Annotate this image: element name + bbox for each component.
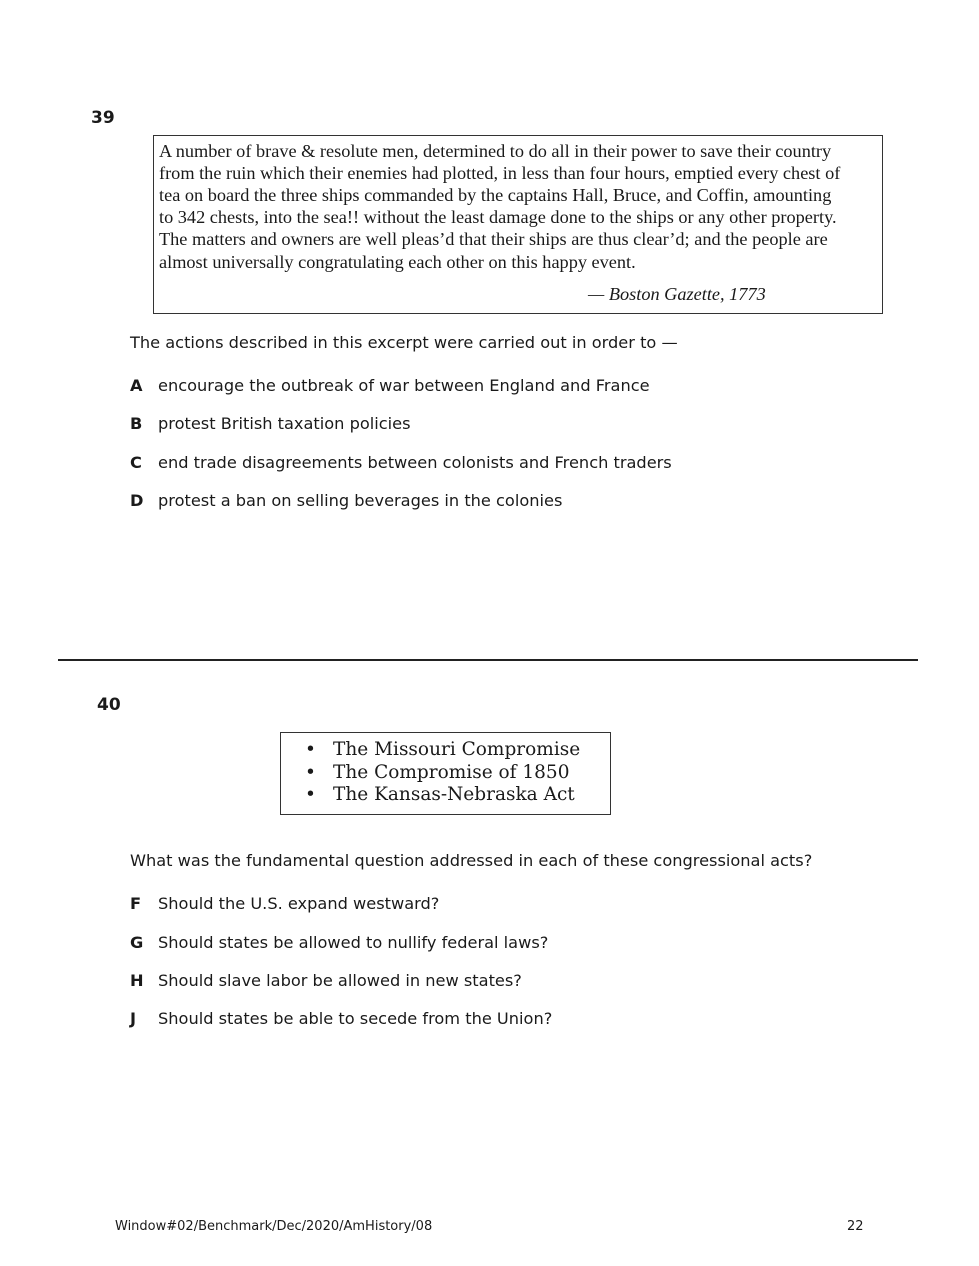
footer-source: Window#02/Benchmark/Dec/2020/AmHistory/08	[115, 1219, 433, 1234]
option-text: end trade disagreements between colonists and French traders	[158, 453, 672, 472]
list-item-text: The Missouri Compromise	[333, 739, 581, 760]
bullet-icon: •	[305, 762, 316, 783]
option-text: protest British taxation policies	[158, 414, 411, 433]
option-text: Should slave labor be allowed in new states?	[158, 971, 522, 990]
quote-attribution: — Boston Gazette, 1773	[588, 284, 766, 304]
question-40-stem: What was the fundamental question addressed in each of these congressional acts?	[130, 851, 813, 870]
question-number-40: 40	[97, 695, 121, 715]
page-number: 22	[847, 1219, 864, 1234]
quote-line: The matters and owners are well pleas’d that their ships are thus clear’d; and the people are	[159, 229, 828, 249]
option-letter: A	[130, 376, 143, 395]
option-text: Should the U.S. expand westward?	[158, 894, 440, 913]
quote-excerpt-box	[153, 135, 883, 314]
quote-line: tea on board the three ships commanded by the captains Hall, Bruce, and Coffin, amounting	[159, 185, 832, 205]
option-letter: G	[130, 933, 144, 952]
list-item-text: The Kansas-Nebraska Act	[333, 784, 575, 805]
option-text: Should states be allowed to nullify federal laws?	[158, 933, 549, 952]
quote-line: almost universally congratulating each other on this happy event.	[159, 252, 636, 272]
option-text: encourage the outbreak of war between England and France	[158, 376, 650, 395]
question-number-39: 39	[91, 108, 115, 128]
option-text: Should states be able to secede from the Union?	[158, 1009, 553, 1028]
bullet-icon: •	[305, 784, 316, 805]
quote-line: from the ruin which their enemies had plotted, in less than four hours, emptied every chest of	[159, 163, 841, 183]
bullet-icon: •	[305, 739, 316, 760]
section-divider	[58, 659, 918, 661]
option-letter: H	[130, 971, 144, 990]
option-text: protest a ban on selling beverages in the colonies	[158, 491, 563, 510]
option-letter: B	[130, 414, 143, 433]
question-39-stem: The actions described in this excerpt were carried out in order to —	[130, 333, 678, 352]
congressional-acts-box	[280, 732, 611, 815]
list-item-text: The Compromise of 1850	[333, 762, 570, 783]
quote-line: A number of brave & resolute men, determined to do all in their power to save their country	[159, 141, 832, 161]
option-letter: J	[130, 1009, 137, 1028]
quote-line: to 342 chests, into the sea!! without the least damage done to the ships or any other property.	[159, 207, 837, 227]
option-letter: D	[130, 491, 144, 510]
option-letter: F	[130, 894, 142, 913]
option-letter: C	[130, 453, 142, 472]
